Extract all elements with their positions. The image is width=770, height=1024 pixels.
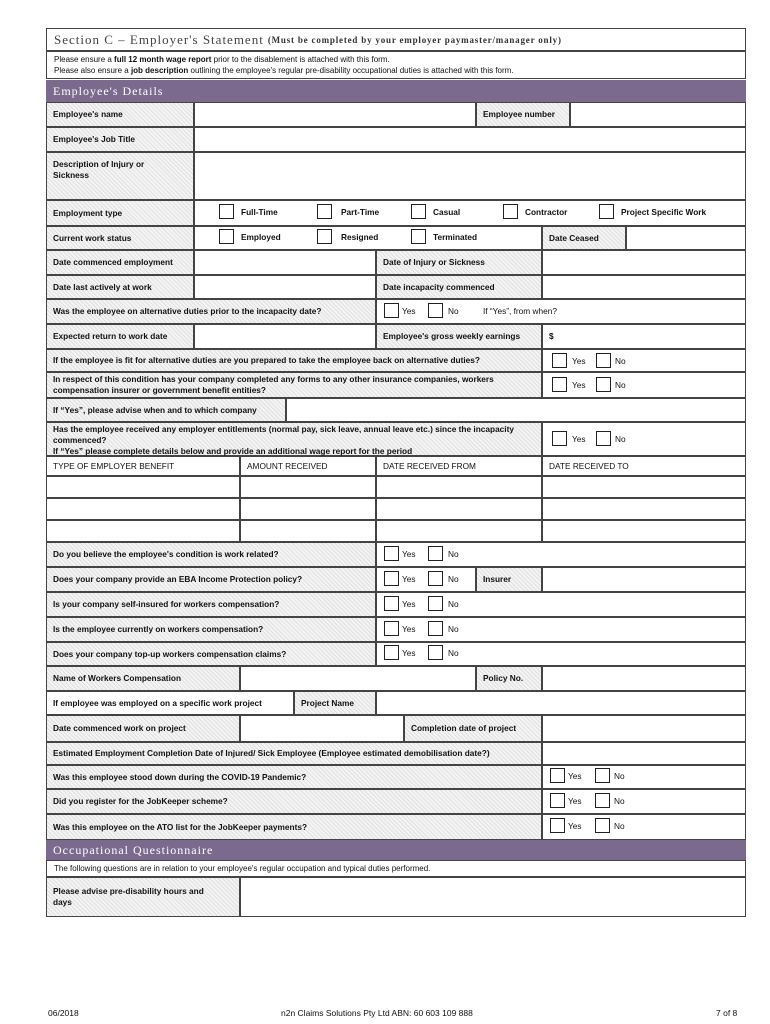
- policy-label: Policy No.: [476, 666, 542, 691]
- eba-no-label: No: [448, 574, 459, 584]
- project-label: If employee was employed on a specific work project: [46, 691, 294, 715]
- benefit-col-amount: AMOUNT RECEIVED: [240, 456, 376, 476]
- eba-yes-label: Yes: [402, 574, 416, 584]
- footer-date: 06/2018: [48, 1008, 79, 1018]
- entitlements-yes-checkbox[interactable]: [552, 431, 567, 446]
- employed-checkbox[interactable]: [219, 229, 234, 244]
- forms-label: In respect of this condition has your company completed any forms to any other insurance companies, workers compensation insurer or government benefit entities?: [46, 372, 542, 398]
- policy-field[interactable]: [542, 666, 746, 691]
- date-incapacity-label: Date incapacity commenced: [376, 275, 542, 299]
- section-subtitle: (Must be completed by your employer paymaster/manager only): [267, 34, 562, 45]
- job-title-label: Employee's Job Title: [46, 127, 194, 152]
- ato-no-checkbox[interactable]: [595, 818, 610, 833]
- employed-label: Employed: [241, 232, 281, 242]
- forms-yes-checkbox[interactable]: [552, 377, 567, 392]
- on-wc-yes-checkbox[interactable]: [384, 621, 399, 636]
- part-time-label: Part-Time: [341, 207, 380, 217]
- alt-duties-no-label: No: [448, 306, 459, 316]
- ato-label: Was this employee on the ATO list for the JobKeeper payments?: [46, 814, 542, 840]
- employee-name-field[interactable]: [194, 102, 476, 127]
- fit-alt-yes-label: Yes: [572, 356, 586, 366]
- project-completion-label: Completion date of project: [404, 715, 542, 742]
- if-yes-when-label: If “Yes”, from when?: [483, 306, 557, 316]
- currency-symbol: $: [549, 331, 554, 341]
- benefit-cell[interactable]: [542, 498, 746, 520]
- covid-no-checkbox[interactable]: [595, 768, 610, 783]
- wc-name-field[interactable]: [240, 666, 476, 691]
- estimated-completion-field[interactable]: [542, 742, 746, 765]
- employee-number-label: Employee number: [476, 102, 570, 127]
- employee-details-header: Employee's Details: [46, 80, 746, 102]
- alt-duties-yes-label: Yes: [402, 306, 416, 316]
- date-injury-field[interactable]: [542, 250, 746, 275]
- expected-return-field[interactable]: [194, 324, 376, 349]
- on-wc-no-label: No: [448, 624, 459, 634]
- ato-yes-checkbox[interactable]: [550, 818, 565, 833]
- covid-no-label: No: [614, 771, 625, 781]
- work-related-no-label: No: [448, 549, 459, 559]
- topup-yes-checkbox[interactable]: [384, 645, 399, 660]
- job-title-field[interactable]: [194, 127, 746, 152]
- jobkeeper-yes-checkbox[interactable]: [550, 793, 565, 808]
- date-ceased-label: Date Ceased: [542, 226, 626, 250]
- fit-alt-no-checkbox[interactable]: [596, 353, 611, 368]
- jobkeeper-no-checkbox[interactable]: [595, 793, 610, 808]
- date-commenced-label: Date commenced employment: [46, 250, 194, 275]
- eba-yes-checkbox[interactable]: [384, 571, 399, 586]
- benefit-cell[interactable]: [376, 476, 542, 498]
- section-title-box: [46, 28, 746, 51]
- gross-weekly-field[interactable]: [542, 324, 746, 349]
- alt-duties-yes-checkbox[interactable]: [384, 303, 399, 318]
- alt-duties-no-checkbox[interactable]: [428, 303, 443, 318]
- work-related-yes-checkbox[interactable]: [384, 546, 399, 561]
- work-related-no-checkbox[interactable]: [428, 546, 443, 561]
- benefit-col-to: DATE RECEIVED TO: [542, 456, 746, 476]
- occupational-header: Occupational Questionnaire: [46, 840, 746, 860]
- date-incapacity-field[interactable]: [542, 275, 746, 299]
- eba-no-checkbox[interactable]: [428, 571, 443, 586]
- self-insured-yes-label: Yes: [402, 599, 416, 609]
- gross-weekly-label: Employee's gross weekly earnings: [376, 324, 542, 349]
- entitlements-question: Has the employee received any employer entitlements (normal pay, sick leave, annual leave etc.) since the incapacity commenced?: [53, 424, 514, 445]
- benefit-cell[interactable]: [46, 498, 240, 520]
- note-1: Please ensure a full 12 month wage report prior to the disablement is attached with this form.: [54, 55, 390, 64]
- project-completion-field[interactable]: [542, 715, 746, 742]
- benefit-cell[interactable]: [542, 520, 746, 542]
- alt-duties-label: Was the employee on alternative duties prior to the incapacity date?: [46, 299, 376, 324]
- fit-alt-yes-checkbox[interactable]: [552, 353, 567, 368]
- date-injury-label: Date of Injury or Sickness: [376, 250, 542, 275]
- contractor-label: Contractor: [525, 207, 568, 217]
- on-wc-no-checkbox[interactable]: [428, 621, 443, 636]
- fit-alt-no-label: No: [615, 356, 626, 366]
- project-specific-label: Project Specific Work: [621, 207, 707, 217]
- topup-yes-label: Yes: [402, 648, 416, 658]
- injury-field[interactable]: [194, 152, 746, 200]
- on-wc-label: Is the employee currently on workers compensation?: [46, 617, 376, 642]
- covid-yes-label: Yes: [568, 771, 582, 781]
- occupational-intro: The following questions are in relation to your employee's regular occupation and typical duties performed.: [46, 860, 746, 877]
- forms-no-label: No: [615, 380, 626, 390]
- benefit-cell[interactable]: [376, 498, 542, 520]
- entitlements-no-checkbox[interactable]: [596, 431, 611, 446]
- insurer-label: Insurer: [476, 567, 542, 592]
- topup-no-checkbox[interactable]: [428, 645, 443, 660]
- self-insured-no-label: No: [448, 599, 459, 609]
- section-notes: [46, 51, 746, 79]
- terminated-checkbox[interactable]: [411, 229, 426, 244]
- wc-name-label: Name of Workers Compensation: [46, 666, 240, 691]
- employment-type-label: Employment type: [46, 200, 194, 226]
- employee-number-field[interactable]: [570, 102, 746, 127]
- benefit-cell[interactable]: [542, 476, 746, 498]
- project-name-field[interactable]: [376, 691, 746, 715]
- self-insured-yes-checkbox[interactable]: [384, 596, 399, 611]
- self-insured-no-checkbox[interactable]: [428, 596, 443, 611]
- benefit-cell[interactable]: [240, 520, 376, 542]
- work-related-label: Do you believe the employee's condition is work related?: [46, 542, 376, 567]
- contractor-checkbox[interactable]: [503, 204, 518, 219]
- benefit-cell[interactable]: [376, 520, 542, 542]
- work-related-yes-label: Yes: [402, 549, 416, 559]
- estimated-completion-label: Estimated Employment Completion Date of Injured/ Sick Employee (Employee estimated demobilisation date?): [46, 742, 542, 765]
- ato-yes-label: Yes: [568, 821, 582, 831]
- hours-label: Please advise pre-disability hours and days: [46, 877, 240, 917]
- footer-company: n2n Claims Solutions Pty Ltd ABN: 60 603 109 888: [281, 1008, 473, 1018]
- insurer-field[interactable]: [542, 567, 746, 592]
- full-time-checkbox[interactable]: [219, 204, 234, 219]
- ato-no-label: No: [614, 821, 625, 831]
- employee-name-label: Employee's name: [46, 102, 194, 127]
- section-title: Section C – Employer's Statement: [54, 31, 264, 47]
- work-status-label: Current work status: [46, 226, 194, 250]
- benefit-cell[interactable]: [240, 498, 376, 520]
- on-wc-yes-label: Yes: [402, 624, 416, 634]
- project-name-label: Project Name: [294, 691, 376, 715]
- advise-company-field[interactable]: [286, 398, 746, 422]
- date-last-field[interactable]: [194, 275, 376, 299]
- resigned-checkbox[interactable]: [317, 229, 332, 244]
- forms-no-checkbox[interactable]: [596, 377, 611, 392]
- benefit-cell[interactable]: [46, 476, 240, 498]
- benefit-col-type: TYPE OF EMPLOYER BENEFIT: [46, 456, 240, 476]
- covid-label: Was this employee stood down during the COVID-19 Pandemic?: [46, 765, 542, 789]
- full-time-label: Full-Time: [241, 207, 278, 217]
- benefit-cell[interactable]: [46, 520, 240, 542]
- project-specific-checkbox[interactable]: [599, 204, 614, 219]
- self-insured-label: Is your company self-insured for workers compensation?: [46, 592, 376, 617]
- jobkeeper-label: Did you register for the JobKeeper scheme?: [46, 789, 542, 814]
- terminated-label: Terminated: [433, 232, 478, 242]
- topup-label: Does your company top-up workers compensation claims?: [46, 642, 376, 666]
- entitlements-instruction: If “Yes” please complete details below and provide an additional wage report for the period: [53, 446, 413, 456]
- date-commenced-field[interactable]: [194, 250, 376, 275]
- project-commenced-field[interactable]: [240, 715, 404, 742]
- advise-company-label: If “Yes”, please advise when and to which company: [46, 398, 286, 422]
- covid-yes-checkbox[interactable]: [550, 768, 565, 783]
- hours-field[interactable]: [240, 877, 746, 917]
- expected-return-label: Expected return to work date: [46, 324, 194, 349]
- entitlements-no-label: No: [615, 434, 626, 444]
- part-time-checkbox[interactable]: [317, 204, 332, 219]
- note-2: Please also ensure a job description outlining the employee's regular pre-disability occupational duties is attached with this form.: [54, 66, 514, 75]
- injury-label: Description of Injury or Sickness: [46, 152, 194, 200]
- project-commenced-label: Date commenced work on project: [46, 715, 240, 742]
- jobkeeper-no-label: No: [614, 796, 625, 806]
- entitlements-yes-label: Yes: [572, 434, 586, 444]
- date-last-label: Date last actively at work: [46, 275, 194, 299]
- eba-label: Does your company provide an EBA Income Protection policy?: [46, 567, 376, 592]
- benefit-cell[interactable]: [240, 476, 376, 498]
- resigned-label: Resigned: [341, 232, 379, 242]
- benefit-col-from: DATE RECEIVED FROM: [376, 456, 542, 476]
- forms-yes-label: Yes: [572, 380, 586, 390]
- footer-page: 7 of 8: [716, 1008, 738, 1018]
- date-ceased-field[interactable]: [626, 226, 746, 250]
- casual-checkbox[interactable]: [411, 204, 426, 219]
- topup-no-label: No: [448, 648, 459, 658]
- jobkeeper-yes-label: Yes: [568, 796, 582, 806]
- fit-alt-label: If the employee is fit for alternative duties are you prepared to take the employee back on alternative duties?: [46, 349, 542, 372]
- entitlements-label: [46, 422, 542, 456]
- casual-label: Casual: [433, 207, 461, 217]
